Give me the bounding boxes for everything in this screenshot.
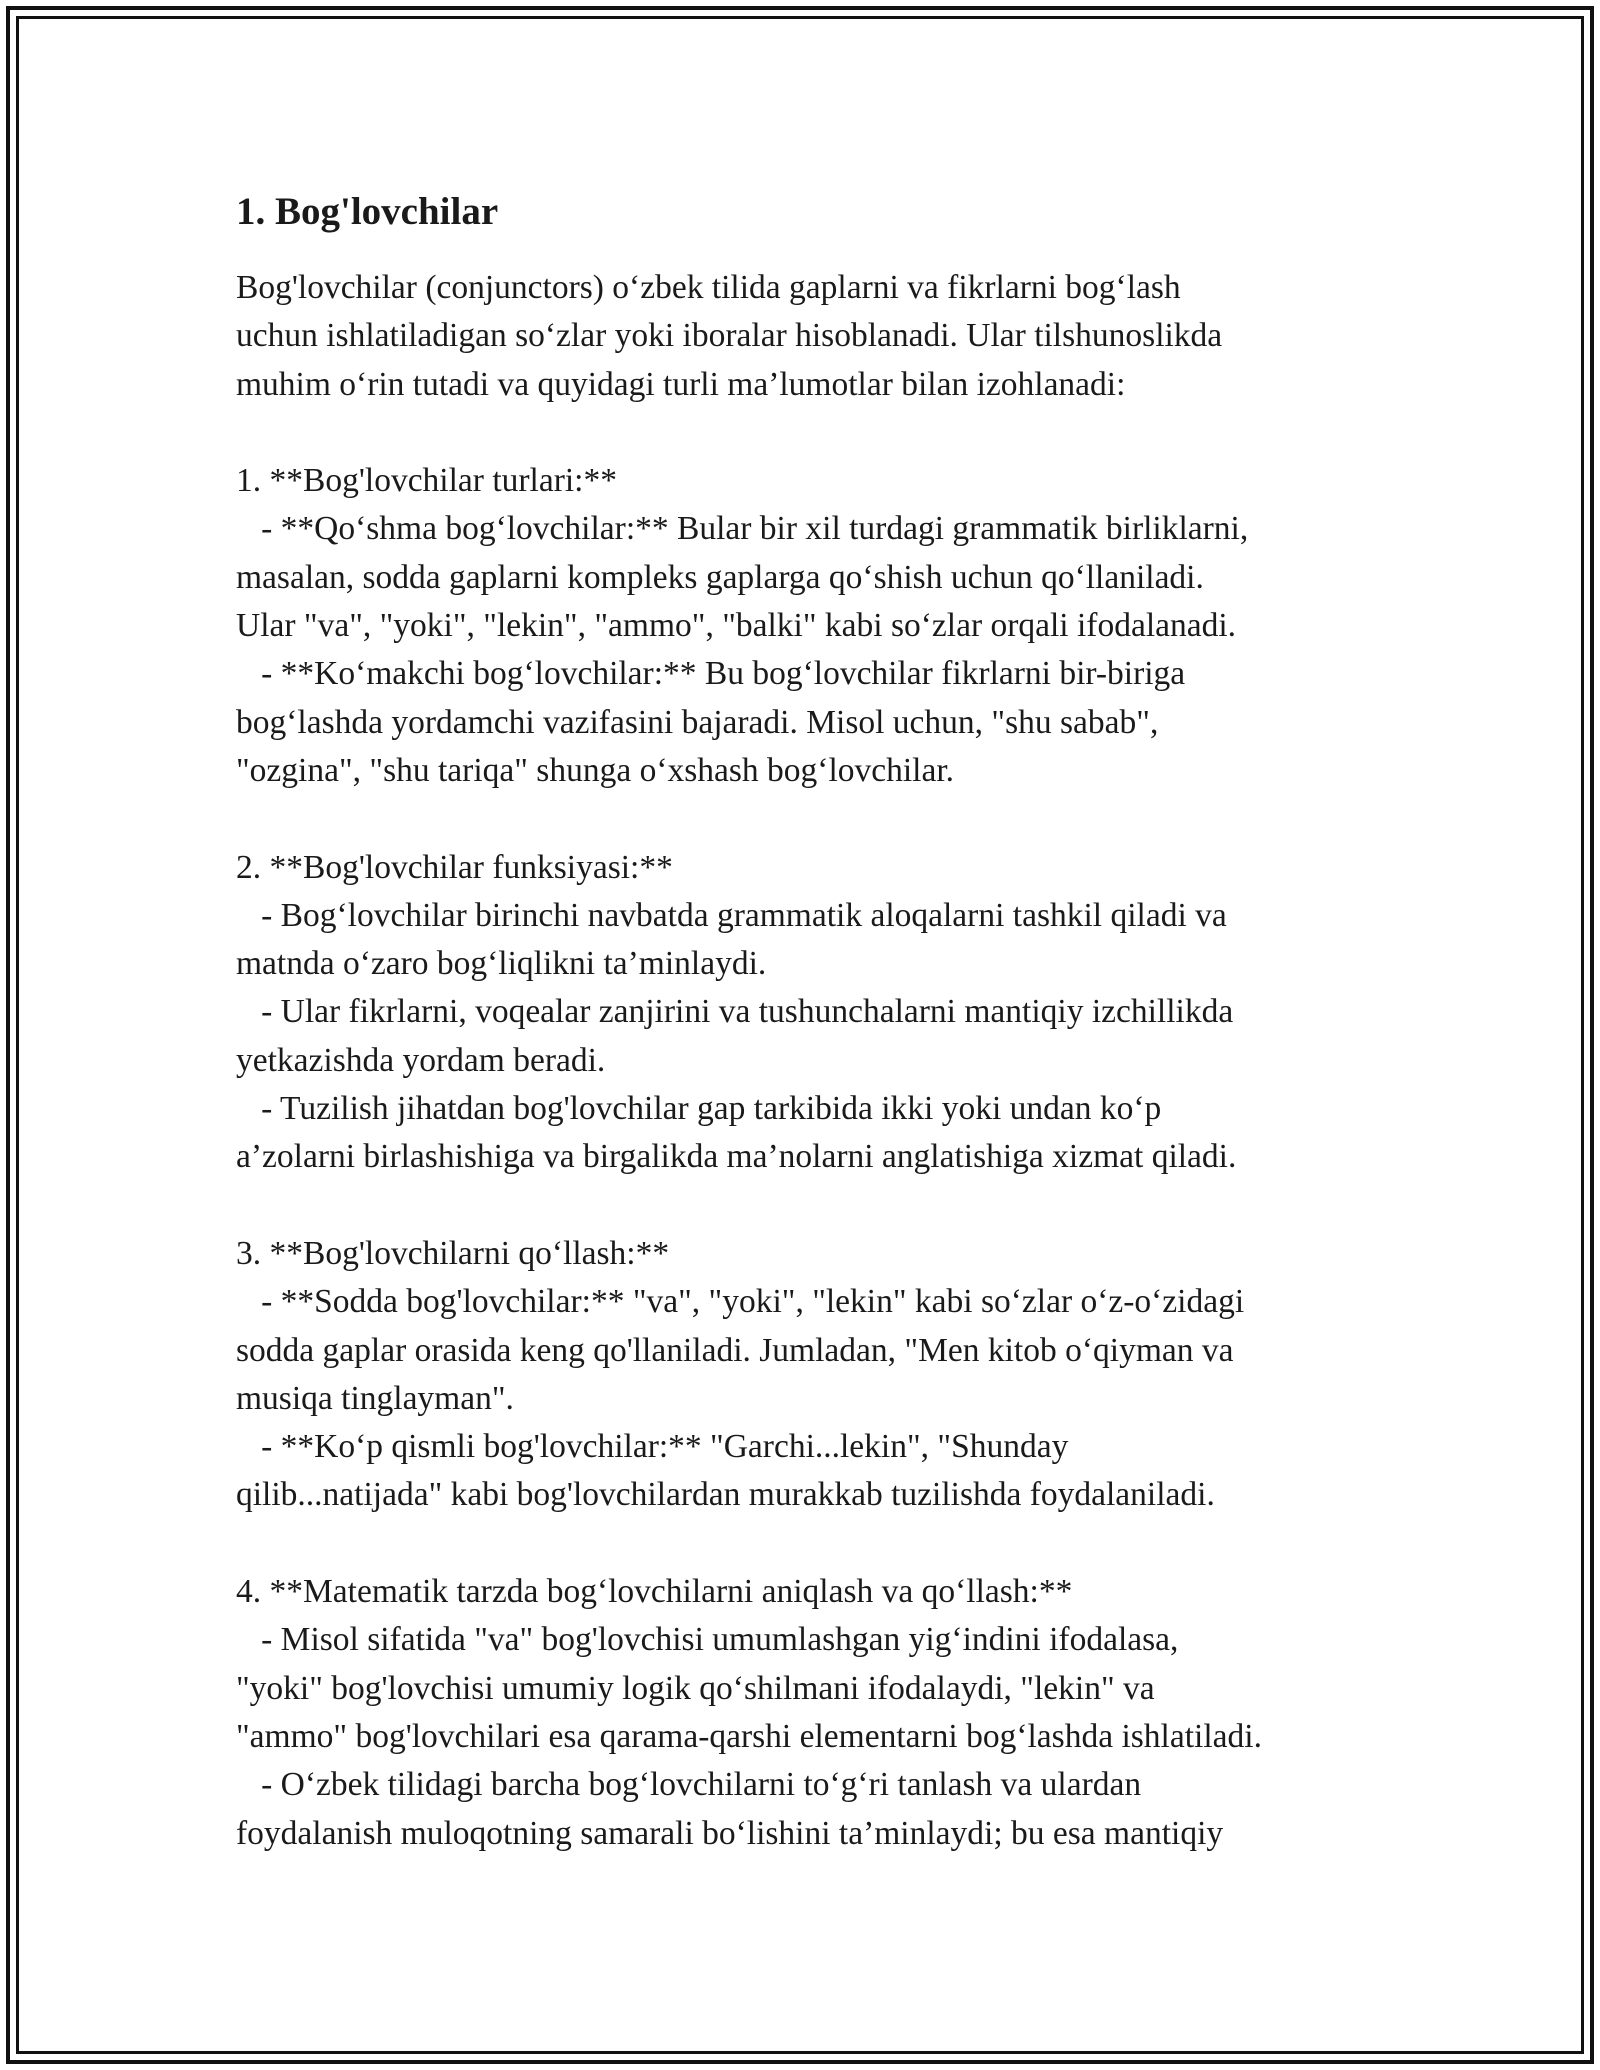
blank-line [236, 409, 1376, 457]
text-line: qilib...natijada" kabi bog'lovchilardan murakkab tuzilishda foydalaniladi. [236, 1476, 1215, 1514]
text-line: - Tuzilish jihatdan bog'lovchilar gap tarkibida ikki yoki undan ko‘p [236, 1090, 1162, 1128]
text-line: muhim o‘rin tutadi va quyidagi turli ma’lumotlar bilan izohlanadi: [236, 365, 1126, 403]
text-line: uchun ishlatiladigan so‘zlar yoki iboralar hisoblanadi. Ular tilshunoslikda [236, 317, 1223, 355]
blank-line [236, 1182, 1376, 1230]
text-line: - **Qo‘shma bog‘lovchilar:** Bular bir xil turdagi grammatik birliklarni, [236, 510, 1249, 548]
text-line: "ammo" bog'lovchilari esa qarama-qarshi elementarni bog‘lashda ishlatiladi. [236, 1717, 1262, 1755]
blank-line [236, 795, 1376, 843]
document-body [236, 186, 1376, 1858]
text-line: Ular "va", "yoki", "lekin", "ammo", "balki" kabi so‘zlar orqali ifodalanadi. [236, 607, 1237, 645]
text-line: yetkazishda yordam beradi. [236, 1041, 606, 1079]
text-line: 1. **Bog'lovchilar turlari:** [236, 462, 617, 500]
text-line: bog‘lashda yordamchi vazifasini bajaradi. Misol uchun, "shu sabab", [236, 703, 1159, 741]
text-line: Bog'lovchilar (conjunctors) o‘zbek tilida gaplarni va fikrlarni bog‘lash [236, 269, 1181, 306]
text-line: "ozgina", "shu tariqa" shunga o‘xshash bog‘lovchilar. [236, 751, 955, 789]
text-line: masalan, sodda gaplarni kompleks gaplarga qo‘shish uchun qo‘llaniladi. [236, 558, 1204, 596]
blank-line [236, 1520, 1376, 1568]
text-line: "yoki" bog'lovchisi umumiy logik qo‘shilmani ifodalaydi, "lekin" va [236, 1669, 1155, 1707]
text-line: musiqa tinglayman". [236, 1379, 514, 1417]
text-line: matnda o‘zaro bog‘liqlikni ta’minlaydi. [236, 945, 767, 983]
text-line: - Ular fikrlarni, voqealar zanjirini va tushunchalarni mantiqiy izchillikda [236, 993, 1234, 1031]
paragraph-lines [236, 264, 1376, 1858]
text-line: foydalanish muloqotning samarali bo‘lishini ta’minlaydi; bu esa mantiqiy [236, 1814, 1224, 1852]
text-line: - O‘zbek tilidagi barcha bog‘lovchilarni to‘g‘ri tanlash va ulardan [236, 1766, 1142, 1804]
text-line: - **Sodda bog'lovchilar:** "va", "yoki", "lekin" kabi so‘zlar o‘z-o‘zidagi [236, 1283, 1245, 1321]
section-title: 1. Bog'lovchilar [236, 190, 499, 233]
text-line: 4. **Matematik tarzda bog‘lovchilarni aniqlash va qo‘llash:** [236, 1573, 1073, 1611]
text-line: - Bog‘lovchilar birinchi navbatda grammatik aloqalarni tashkil qiladi va [236, 896, 1227, 934]
text-line: - **Ko‘makchi bog‘lovchilar:** Bu bog‘lovchilar fikrlarni bir-biriga [236, 655, 1186, 693]
text-line: sodda gaplar orasida keng qo'llaniladi. Jumladan, "Men kitob o‘qiyman va [236, 1331, 1234, 1369]
text-line: 2. **Bog'lovchilar funksiyasi:** [236, 848, 673, 886]
text-line: 3. **Bog'lovchilarni qo‘llash:** [236, 1234, 670, 1272]
text-line: a’zolarni birlashishiga va birgalikda ma’nolarni anglatishiga xizmat qiladi. [236, 1138, 1237, 1176]
text-line: - **Ko‘p qismli bog'lovchilar:** "Garchi...lekin", "Shunday [236, 1428, 1069, 1466]
text-line: - Misol sifatida "va" bog'lovchisi umumlashgan yig‘indini ifodalasa, [236, 1621, 1179, 1659]
